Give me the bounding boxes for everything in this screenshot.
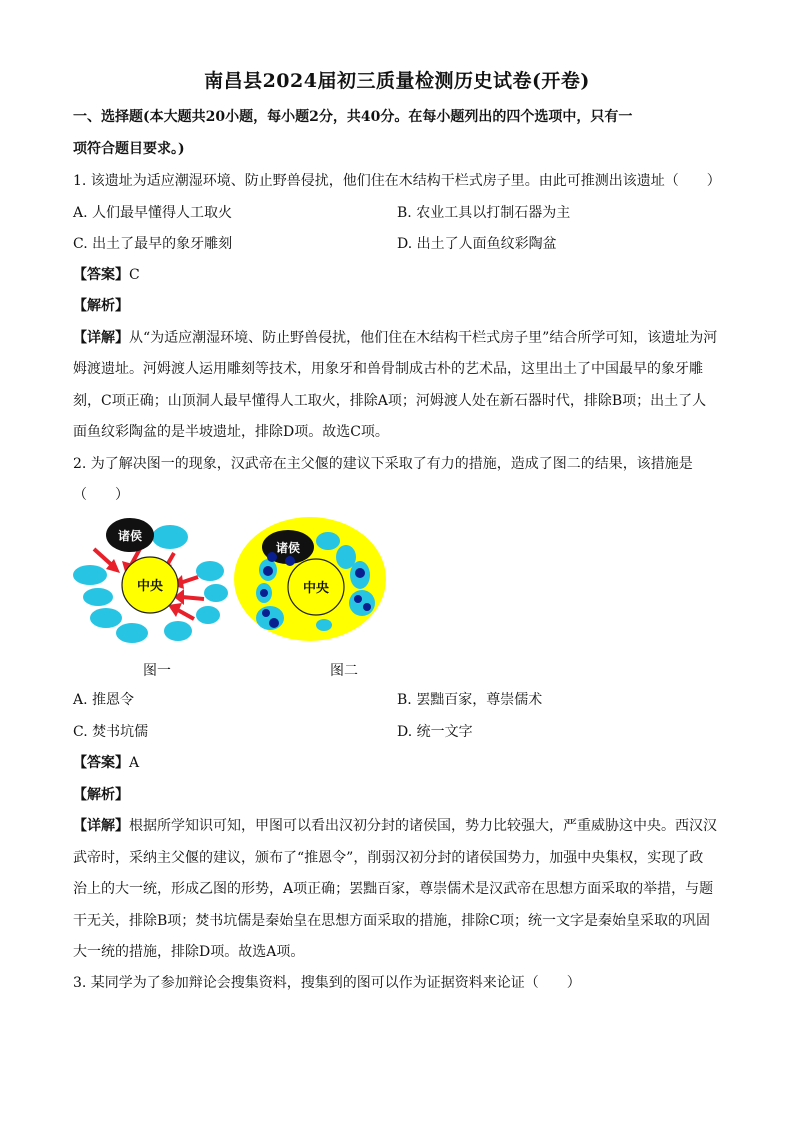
q2-option-b: B. 罢黜百家，尊崇儒术 — [397, 692, 543, 708]
q2-detail-line2: 武帝时，采纳主父偃的建议，颁布了“推恩令”，削弱汉初分封的诸侯国势力，加强中央集权，实现了政 — [73, 850, 704, 866]
q1-detail-label: 【详解】 — [73, 330, 129, 346]
q1-detail-text1: 从“为适应潮湿环境、防止野兽侵扰，他们住在木结构干栏式房子里”结合所学可知，该遗址为河 — [129, 330, 718, 346]
figure-1-center-label: 中央 — [136, 579, 164, 594]
figure-2-caption: 图二 — [330, 663, 358, 679]
q2-option-c: C. 焚书坑儒 — [73, 724, 149, 740]
q2-answer-label: 【答案】 — [73, 755, 129, 771]
q3-stem: 3. 某同学为了参加辩论会搜集资料，搜集到的图可以作为证据资料来论证（ ） — [73, 975, 581, 991]
figure-2-center-label: 中央 — [302, 581, 330, 596]
q1-option-b: B. 农业工具以打制石器为主 — [397, 205, 571, 221]
q1-detail-line4: 面鱼纹彩陶盆的是半坡遗址，排除D项。故选C项。 — [73, 424, 389, 440]
q1-answer-value: C — [129, 267, 140, 283]
page-title: 南昌县2024届初三质量检测历史试卷(开卷) — [204, 70, 590, 92]
q1-analysis-label: 【解析】 — [73, 298, 129, 314]
q2-detail-line1 — [73, 816, 717, 836]
q2-stem-line1: 2. 为了解决图一的现象，汉武帝在主父偃的建议下采取了有力的措施，造成了图二的结果，该措施是 — [73, 456, 693, 472]
q2-answer-value: A — [129, 755, 140, 771]
q1-stem: 1. 该遗址为适应潮湿环境、防止野兽侵扰，他们住在木结构干栏式房子里。由此可推测出该遗址（ ） — [73, 173, 721, 189]
q2-detail-line5: 大一统的措施，排除D项。故选A项。 — [73, 944, 305, 960]
q2-option-a: A. 推恩令 — [73, 692, 135, 708]
q1-answer-label: 【答案】 — [73, 267, 129, 283]
q1-answer — [73, 265, 140, 285]
q2-detail-label: 【详解】 — [73, 818, 129, 834]
figure-1-diagram — [70, 515, 230, 645]
q2-answer — [73, 753, 139, 773]
q1-detail-line2: 姆渡遗址。河姆渡人运用雕刻等技术，用象牙和兽骨制成古朴的艺术品，这里出土了中国最早的象牙雕 — [73, 361, 703, 377]
q2-stem-line2: （ ） — [73, 487, 129, 503]
q2-analysis-label: 【解析】 — [73, 787, 129, 803]
figure-1-caption: 图一 — [143, 663, 171, 679]
figure-2-diagram — [232, 515, 390, 645]
q2-detail-line4: 干无关，排除B项；焚书坑儒是秦始皇在思想方面采取的措施，排除C项；统一文字是秦始皇采取的巩固 — [73, 913, 710, 929]
section-heading-line2: 项符合题目要求。) — [73, 141, 185, 157]
q1-option-d: D. 出土了人面鱼纹彩陶盆 — [397, 236, 557, 252]
section-heading-line1: 一、选择题(本大题共20小题，每小题2分，共40分。在每小题列出的四个选项中，只有一 — [73, 109, 633, 125]
q1-option-a: A. 人们最早懂得人工取火 — [73, 205, 233, 221]
q2-detail-text1: 根据所学知识可知，甲图可以看出汉初分封的诸侯国，势力比较强大，严重威胁这中央。西汉汉 — [129, 818, 717, 834]
q1-detail-line3: 刻，C项正确；山顶洞人最早懂得人工取火，排除A项；河姆渡人处在新石器时代，排除B项；出土了人 — [73, 393, 707, 409]
figure-2-top-label: 诸侯 — [275, 541, 301, 555]
q2-detail-line3: 治上的大一统，形成乙图的形势，A项正确；罢黜百家，尊崇儒术是汉武帝在思想方面采取的举措，与题 — [73, 881, 714, 897]
q2-option-d: D. 统一文字 — [397, 724, 473, 740]
q1-detail-line1 — [73, 328, 717, 348]
figure-1-top-label: 诸侯 — [117, 529, 143, 543]
q1-option-c: C. 出土了最早的象牙雕刻 — [73, 236, 233, 252]
